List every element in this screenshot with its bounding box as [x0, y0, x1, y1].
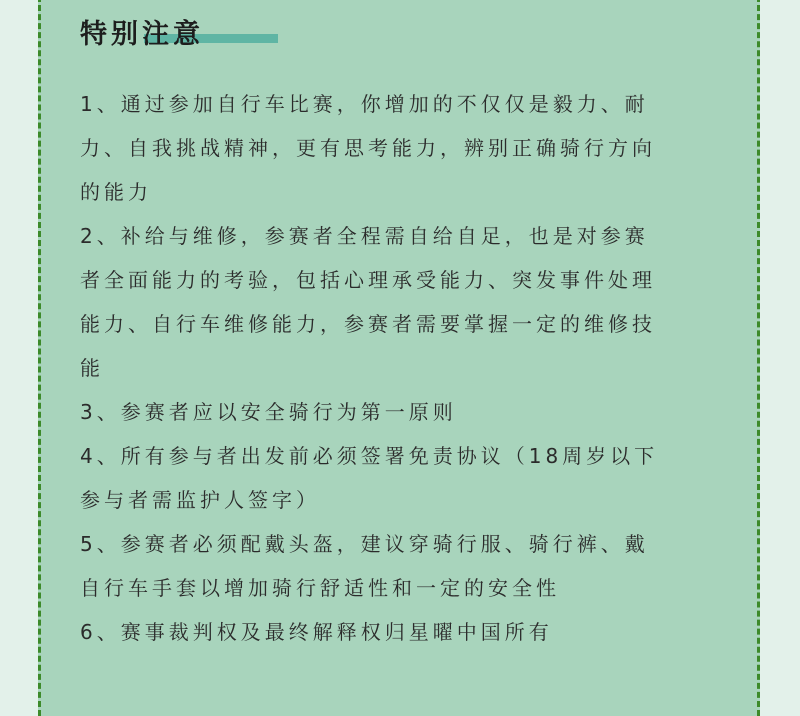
section-title: 特别注意 [80, 19, 204, 50]
note-item-3: 3、参赛者应以安全骑行为第一原则 [80, 400, 457, 424]
notes-list [80, 82, 728, 654]
note-item-5: 5、参赛者必须配戴头盔，建议穿骑行服、骑行裤、戴 自行车手套以增加骑行舒适性和一定的安全性 [80, 532, 649, 600]
note-item-1: 1、通过参加自行车比赛，你增加的不仅仅是毅力、耐 力、自我挑战精神，更有思考能力，辨别正确骑行方向 的能力 [80, 92, 656, 204]
note-item-4: 4、所有参与者出发前必须签署免责协议（18周岁以下 参与者需监护人签字） [80, 444, 659, 512]
note-item-6: 6、赛事裁判权及最终解释权归星曜中国所有 [80, 620, 553, 644]
note-item-2: 2、补给与维修，参赛者全程需自给自足，也是对参赛 者全面能力的考验，包括心理承受能力、突发事件处理 能力、自行车维修能力，参赛者需要掌握一定的维修技 能 [80, 224, 656, 380]
